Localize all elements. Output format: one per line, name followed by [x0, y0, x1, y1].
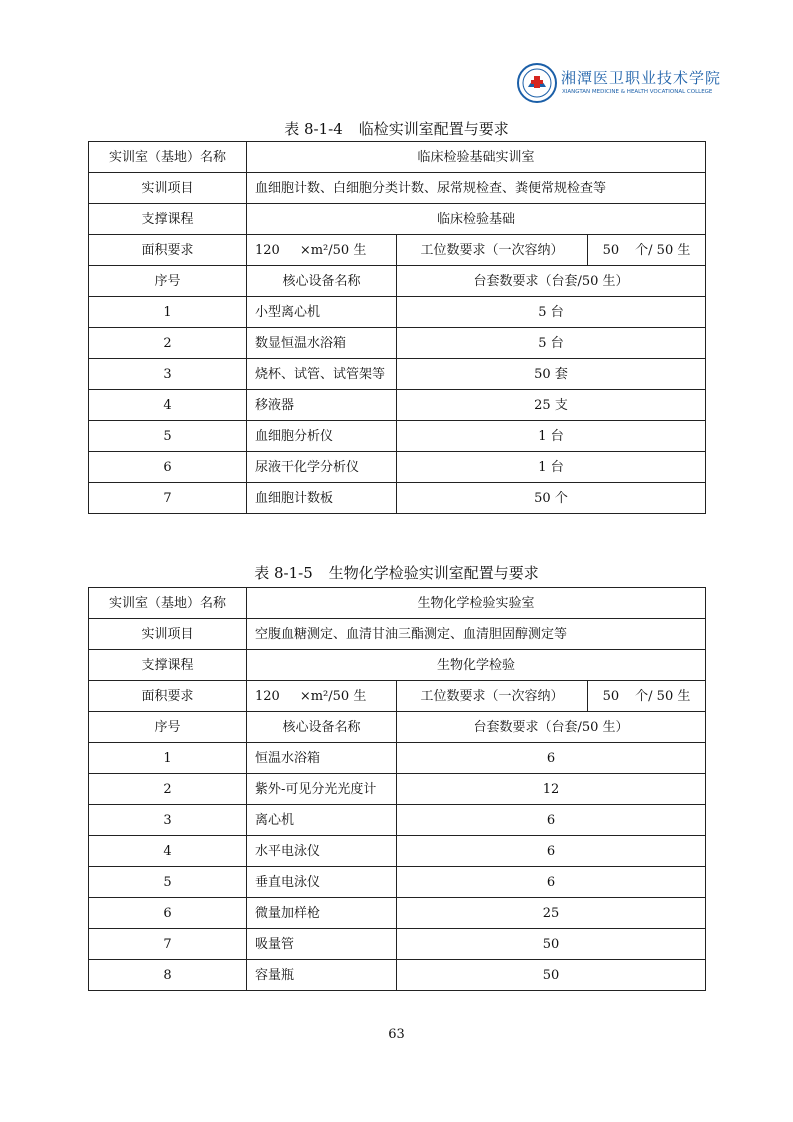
row-quantity: 50 个 [397, 483, 706, 514]
col-quantity: 台套数要求（台套/50 生） [397, 266, 706, 297]
page-number: 63 [388, 1027, 405, 1042]
col-equipment: 核心设备名称 [247, 266, 397, 297]
station-label: 工位数要求（一次容纳） [397, 235, 588, 266]
table-header-row [89, 266, 706, 297]
school-emblem-icon [517, 63, 557, 103]
row-seq: 6 [89, 898, 247, 929]
row-seq: 4 [89, 390, 247, 421]
row-equipment: 离心机 [247, 805, 397, 836]
table-row [89, 650, 706, 681]
table-row [89, 898, 706, 929]
area-value: 120 [255, 688, 280, 704]
row-quantity: 25 [397, 898, 706, 929]
table-header-row [89, 712, 706, 743]
course-value: 临床检验基础 [247, 204, 706, 235]
table-row [89, 235, 706, 266]
row-equipment: 尿液干化学分析仪 [247, 452, 397, 483]
course-label: 支撑课程 [89, 650, 247, 681]
table-title: 临检实训室配置与要求 [358, 120, 509, 138]
row-quantity: 1 台 [397, 421, 706, 452]
table-row [89, 452, 706, 483]
area-unit: ×m²/50 生 [299, 242, 367, 258]
row-equipment: 容量瓶 [247, 960, 397, 991]
school-logo [517, 63, 722, 107]
row-quantity: 6 [397, 743, 706, 774]
room-label: 实训室（基地）名称 [89, 142, 247, 173]
table-row [89, 359, 706, 390]
station-cell [588, 235, 706, 266]
table-row [89, 743, 706, 774]
row-equipment: 微量加样枪 [247, 898, 397, 929]
row-quantity: 50 [397, 929, 706, 960]
row-seq: 1 [89, 297, 247, 328]
station-unit: 个/ 50 生 [635, 242, 691, 258]
room-value: 生物化学检验实验室 [247, 588, 706, 619]
table-row [89, 173, 706, 204]
row-equipment: 烧杯、试管、试管架等 [247, 359, 397, 390]
project-label: 实训项目 [89, 619, 247, 650]
school-name-en: XIANGTAN MEDICINE & HEALTH VOCATIONAL COLLEGE [562, 89, 713, 95]
row-quantity: 1 台 [397, 452, 706, 483]
table-row [89, 805, 706, 836]
lab-config-table [88, 141, 706, 514]
station-cell [588, 681, 706, 712]
row-seq: 5 [89, 867, 247, 898]
course-value: 生物化学检验 [247, 650, 706, 681]
table-row [89, 681, 706, 712]
row-equipment: 垂直电泳仪 [247, 867, 397, 898]
row-equipment: 小型离心机 [247, 297, 397, 328]
col-seq: 序号 [89, 712, 247, 743]
table-row [89, 483, 706, 514]
table-title: 生物化学检验实训室配置与要求 [328, 564, 539, 582]
row-quantity: 25 支 [397, 390, 706, 421]
lab-config-table [88, 587, 706, 991]
area-value: 120 [255, 242, 280, 258]
row-equipment: 水平电泳仪 [247, 836, 397, 867]
project-value: 血细胞计数、白细胞分类计数、尿常规检查、粪便常规检查等 [247, 173, 706, 204]
area-label: 面积要求 [89, 681, 247, 712]
table-row [89, 328, 706, 359]
table-number: 表 8-1-4 [284, 120, 343, 138]
table-row [89, 297, 706, 328]
area-unit: ×m²/50 生 [299, 688, 367, 704]
row-equipment: 血细胞计数板 [247, 483, 397, 514]
row-equipment: 紫外-可见分光光度计 [247, 774, 397, 805]
row-quantity: 50 [397, 960, 706, 991]
col-quantity: 台套数要求（台套/50 生） [397, 712, 706, 743]
row-seq: 4 [89, 836, 247, 867]
room-value: 临床检验基础实训室 [247, 142, 706, 173]
station-label: 工位数要求（一次容纳） [397, 681, 588, 712]
row-quantity: 6 [397, 836, 706, 867]
station-value: 50 [602, 242, 620, 258]
area-cell [247, 681, 397, 712]
table-row [89, 142, 706, 173]
area-label: 面积要求 [89, 235, 247, 266]
row-seq: 2 [89, 328, 247, 359]
table-row [89, 867, 706, 898]
room-label: 实训室（基地）名称 [89, 588, 247, 619]
row-seq: 5 [89, 421, 247, 452]
project-label: 实训项目 [89, 173, 247, 204]
table-row [89, 204, 706, 235]
table-row [89, 960, 706, 991]
row-seq: 7 [89, 929, 247, 960]
station-value: 50 [602, 688, 620, 704]
row-quantity: 5 台 [397, 297, 706, 328]
row-quantity: 12 [397, 774, 706, 805]
row-seq: 3 [89, 805, 247, 836]
row-seq: 1 [89, 743, 247, 774]
row-seq: 2 [89, 774, 247, 805]
table-row [89, 774, 706, 805]
row-quantity: 50 套 [397, 359, 706, 390]
table-caption [88, 562, 705, 583]
row-equipment: 吸量管 [247, 929, 397, 960]
course-label: 支撑课程 [89, 204, 247, 235]
station-unit: 个/ 50 生 [635, 688, 691, 704]
row-quantity: 6 [397, 805, 706, 836]
row-equipment: 恒温水浴箱 [247, 743, 397, 774]
table-row [89, 421, 706, 452]
table-row [89, 588, 706, 619]
row-quantity: 6 [397, 867, 706, 898]
table-number: 表 8-1-5 [254, 564, 313, 582]
table-row [89, 390, 706, 421]
row-equipment: 移液器 [247, 390, 397, 421]
table-caption [88, 118, 705, 139]
table-row [89, 619, 706, 650]
row-seq: 3 [89, 359, 247, 390]
row-equipment: 数显恒温水浴箱 [247, 328, 397, 359]
school-name: 湘潭医卫职业技术学院 [561, 69, 722, 87]
area-cell [247, 235, 397, 266]
table-row [89, 836, 706, 867]
row-seq: 7 [89, 483, 247, 514]
row-seq: 6 [89, 452, 247, 483]
col-equipment: 核心设备名称 [247, 712, 397, 743]
row-equipment: 血细胞分析仪 [247, 421, 397, 452]
project-value: 空腹血糖测定、血清甘油三酯测定、血清胆固醇测定等 [247, 619, 706, 650]
col-seq: 序号 [89, 266, 247, 297]
row-seq: 8 [89, 960, 247, 991]
row-quantity: 5 台 [397, 328, 706, 359]
table-row [89, 929, 706, 960]
